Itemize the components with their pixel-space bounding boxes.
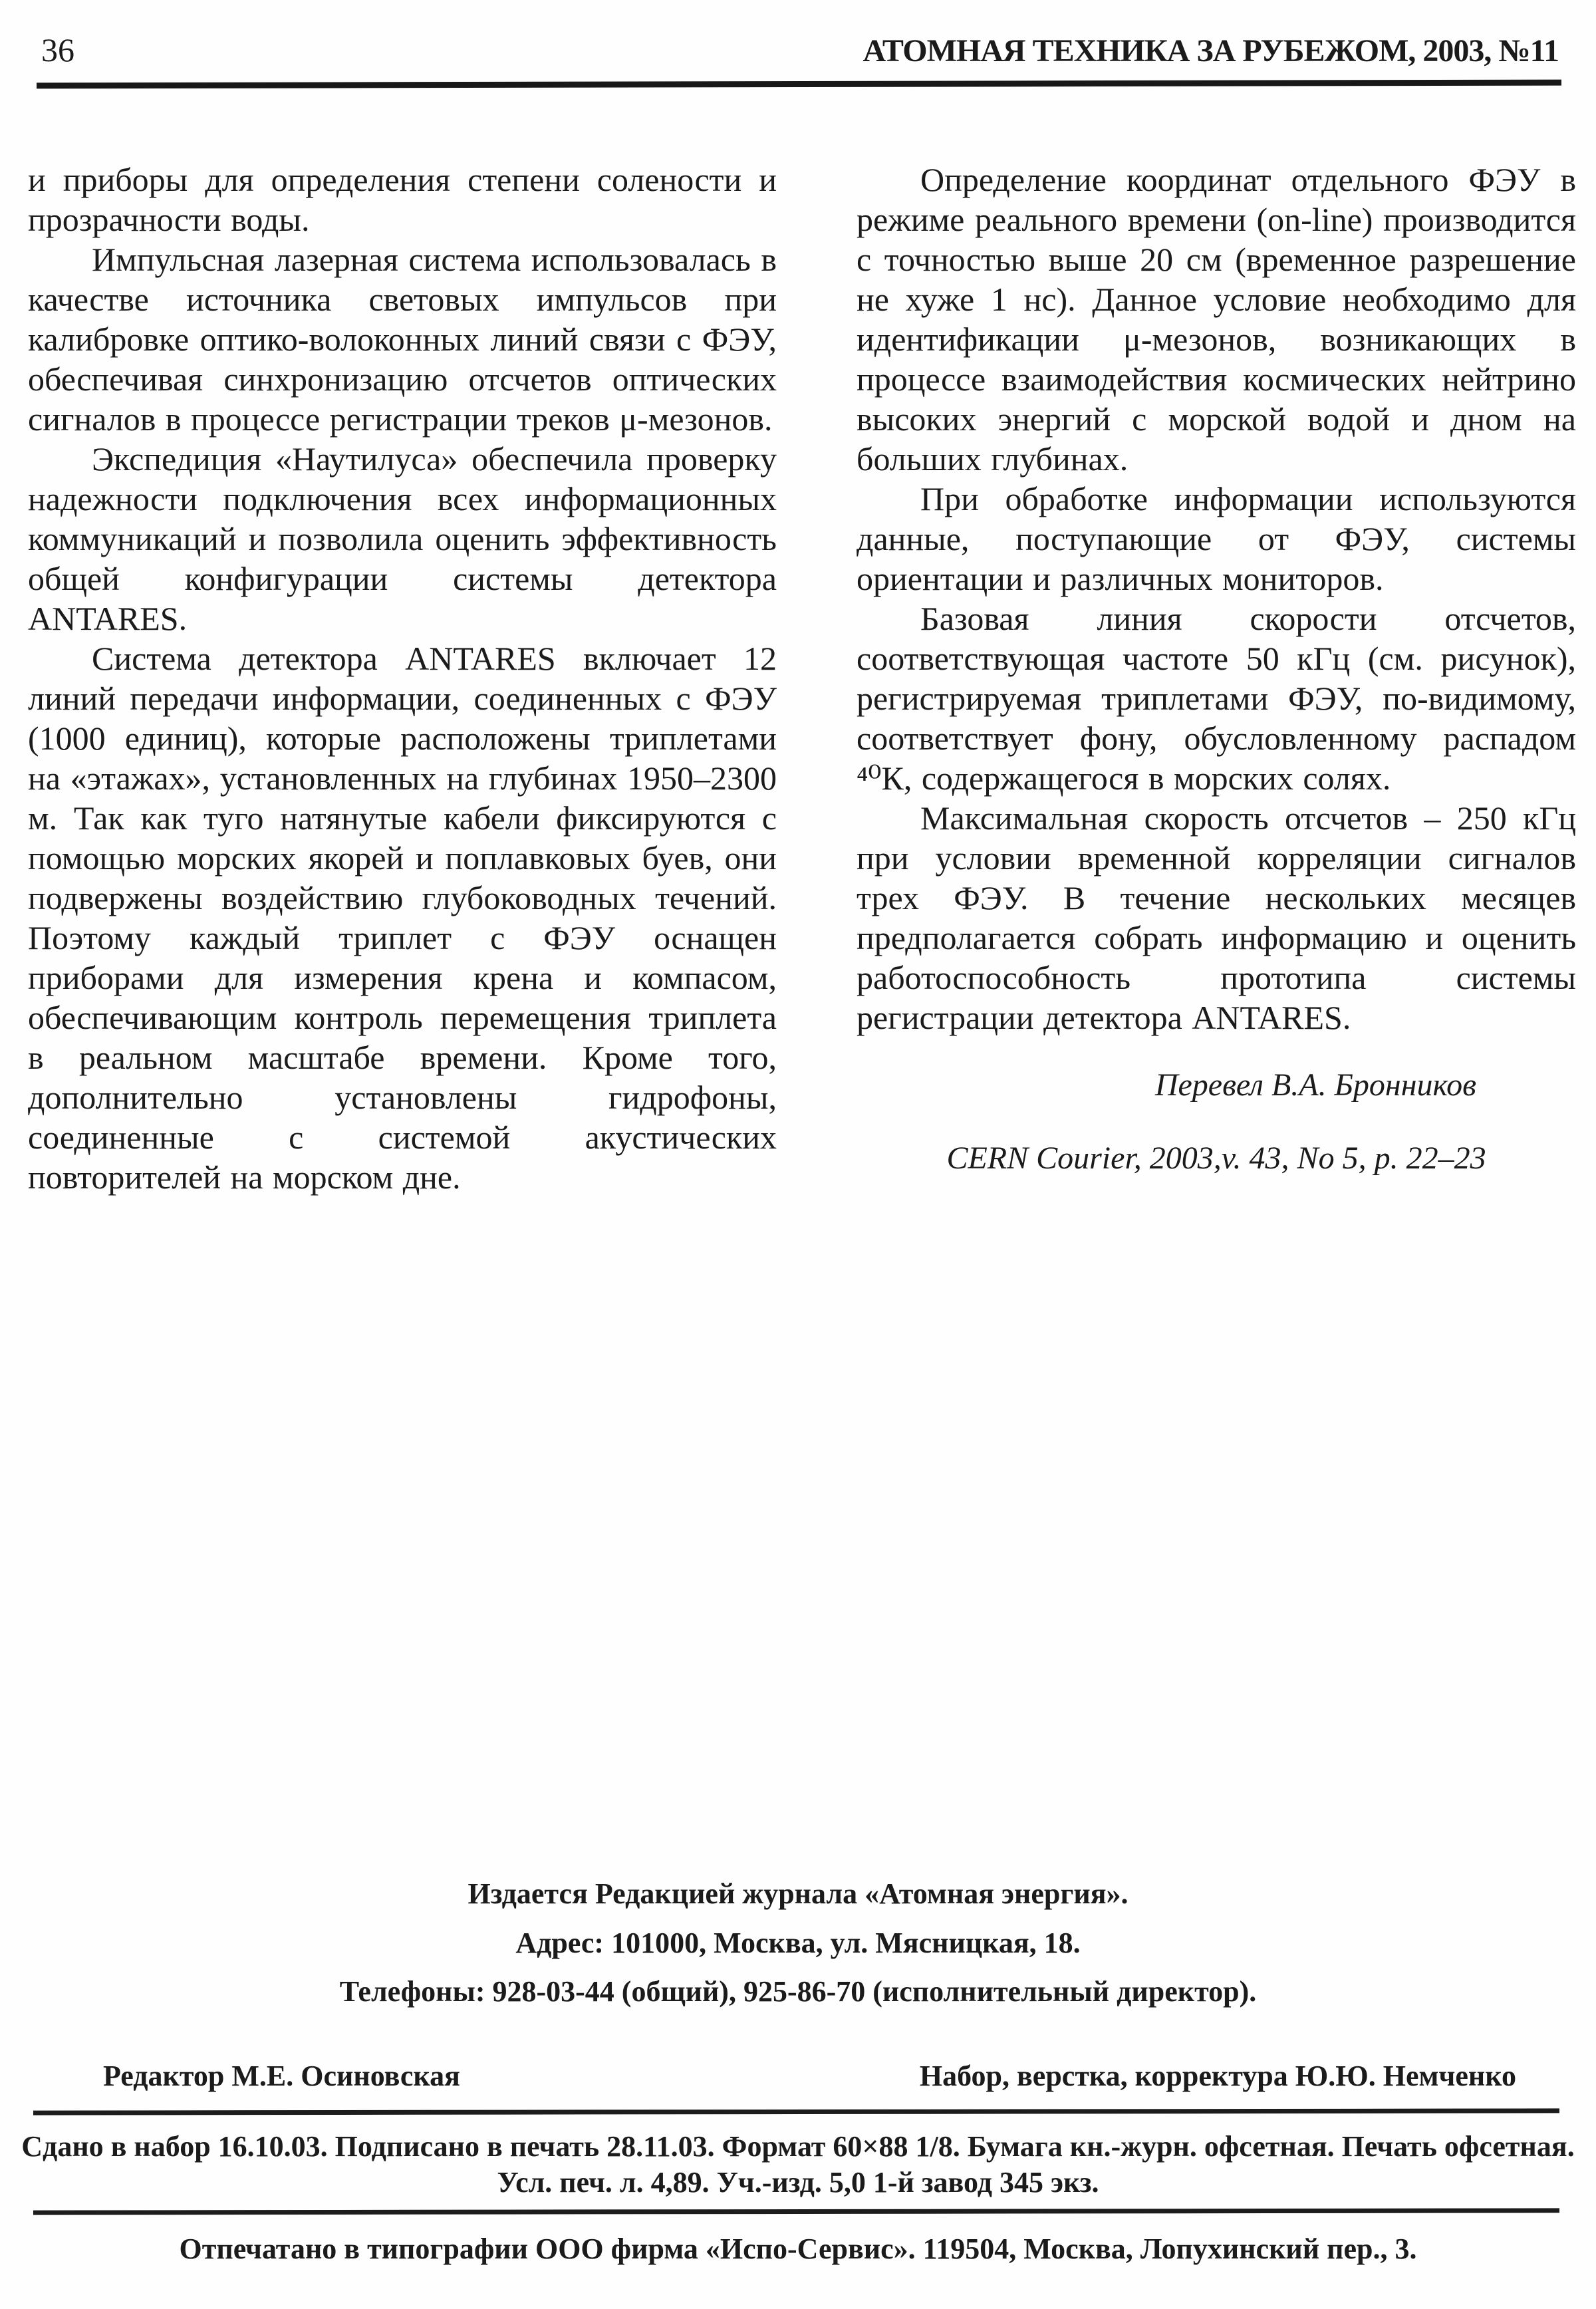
paragraph: Система детектора ANTARES включает 12 линий передачи информации, соединенных с ФЭУ (1000 единиц), которые расположены триплетами на «этажах», установленных на глубинах 1950–2300 м. Так как туго натянутые кабели фиксируются с помощью морских якорей и поплавковых буев, они подвержены воздействию глубоководных течений. Поэтому каждый триплет с ФЭУ оснащен приборами для измерения крена и компасом, обеспечивающим контроль перемещения триплета в реальном масштабе времени. Кроме того, дополнительно установлены гидрофоны, соединенные с системой акустических повторителей на морском дне. — [28, 640, 777, 1196]
paragraph: Максимальная скорость отсчетов – 250 кГц при условии временной корреляции сигналов трех ФЭУ. В течение нескольких месяцев предполагается собрать информацию и оценить работоспособность прототипа системы регистрации детектора ANTARES. — [857, 799, 1576, 1036]
paragraph: При обработке информации используются данные, поступающие от ФЭУ, системы ориентации и различных мониторов. — [857, 480, 1576, 597]
page-number: 36 — [41, 31, 74, 68]
paragraph: и приборы для определения степени солености и прозрачности воды. — [28, 161, 777, 238]
paragraph: Экспедиция «Наутилуса» обеспечила проверку надежности подключения всех информационных коммуникаций и позволила оценить эффективность общей конфигурации системы детектора ANTARES. — [28, 440, 777, 637]
paragraph: Базовая линия скорости отсчетов, соответствующая частоте 50 кГц (см. рисунок), регистрируемая триплетами ФЭУ, по-видимому, соответствует фону, обусловленному распадом ⁴⁰К, содержащегося в морских солях. — [857, 600, 1576, 797]
phones-line: Телефоны: 928-03-44 (общий), 925-86-70 (исполнительный директор). — [339, 1975, 1257, 2008]
divider-rule-bottom — [33, 2208, 1559, 2215]
production-line-2: Усл. печ. л. 4,89. Уч.-изд. 5,0 1-й завод 345 экз. — [497, 2166, 1099, 2199]
production-line-1: Сдано в набор 16.10.03. Подписано в печать 28.11.03. Формат 60×88 1/8. Бумага кн.-журн. офсетная. Печать офсетная. — [21, 2130, 1575, 2163]
article-left-column — [28, 160, 777, 1197]
typesetting-credit: Набор, верстка, корректура Ю.Ю. Немченко — [919, 2060, 1516, 2092]
publisher-line: Издается Редакцией журнала «Атомная энергия». — [467, 1877, 1129, 1910]
address-line: Адрес: 101000, Москва, ул. Мясницкая, 18. — [515, 1927, 1081, 1959]
editorial-credits-row — [103, 2059, 1516, 2094]
printer-line: Отпечатано в типографии ООО фирма «Испо-Сервис». 119504, Москва, Лопухинский пер., 3. — [179, 2233, 1417, 2265]
page-header — [41, 31, 1559, 69]
paragraph: Импульсная лазерная система использовалась в качестве источника световых импульсов при калибровке оптико-волоконных линий связи с ФЭУ, обеспечивая синхронизацию отсчетов оптических сигналов в процессе регистрации треков μ-мезонов. — [28, 241, 777, 438]
header-rule — [37, 80, 1561, 89]
journal-title: АТОМНАЯ ТЕХНИКА ЗА РУБЕЖОМ, 2003, №11 — [863, 33, 1559, 68]
source-citation: CERN Courier, 2003,v. 43, No 5, p. 22–23 — [946, 1141, 1486, 1176]
paragraph: Определение координат отдельного ФЭУ в режиме реального времени (on-line) производится с точностью выше 20 см (временное разрешение не хуже 1 нс). Данное условие необходимо для идентификации μ-мезонов, возникающих в процессе взаимодействия космических нейтрино высоких энергий с морской водой и дном на больших глубинах. — [857, 161, 1576, 477]
article-right-column — [857, 160, 1576, 1197]
article-body — [28, 160, 1576, 1197]
divider-rule-top — [33, 2108, 1559, 2115]
translator-credit: Перевел В.А. Бронников — [1154, 1067, 1476, 1103]
editor-credit: Редактор М.Е. Осиновская — [103, 2060, 460, 2092]
